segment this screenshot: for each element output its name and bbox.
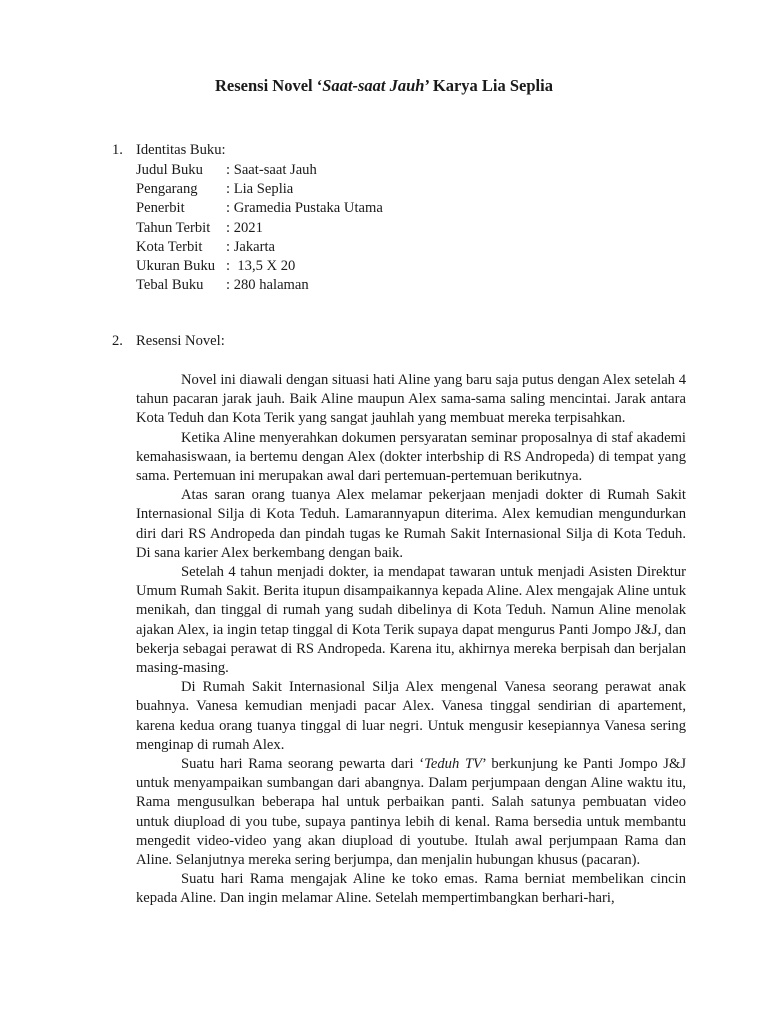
identity-row: [136, 257, 383, 276]
review-paragraph: Atas saran orang tuanya Alex melamar pekerjaan menjadi dokter di Rumah Sakit Internasional Silja di Kota Teduh. Lamarannyapun diterima. Alex kemudian mengundurkan diri dari RS Andropeda dan pindah tugas ke Rumah Sakit Internasional Silja di Kota Teduh. Di sana karier Alex berkembang dengan baik.: [136, 487, 686, 561]
identity-row: [136, 219, 383, 238]
identity-value: : 2021: [226, 219, 263, 236]
book-identity-list: [136, 161, 383, 295]
title-suffix: ’ Karya Lia Seplia: [424, 76, 553, 95]
title-prefix: Resensi Novel ‘: [215, 76, 323, 95]
identity-row: [136, 276, 383, 295]
identity-value: : Jakarta: [226, 238, 276, 255]
section-1-number: 1.: [112, 142, 123, 158]
review-paragraph: [136, 755, 686, 870]
review-paragraph: Ketika Aline menyerahkan dokumen persyaratan seminar proposalnya di staf akademi kemahasiswaan, ia bertemu dengan Alex (dokter interbship di RS Andropeda) di tempat yang sama. Pertemuan ini merupakan awal dari pertemuan-pertemuan berikutnya.: [136, 429, 686, 485]
identity-label: Kota Terbit: [136, 238, 203, 255]
identity-row: [136, 199, 383, 218]
identity-label: Pengarang: [136, 181, 198, 198]
review-paragraph: Setelah 4 tahun menjadi dokter, ia mendapat tawaran untuk menjadi Asisten Direktur Umum Rumah Sakit. Berita itupun disampaikannya kepada Aline. Alex mengajak Aline untuk menikah, dan tinggal di rumah yang sudah dibelinya di Kota Teduh. Namun Aline menolak ajakan Alex, ia ingin tetap tinggal di Kota Terik supaya dapat mengurus Panti Jompo J&J, dan bekerja sebagai perawat di RS Andropeda. Karena itu, akhirnya mereka berpisah dan berjalan masing-masing.: [136, 564, 687, 677]
identity-value: : 280 halaman: [226, 277, 309, 294]
review-paragraph: Novel ini diawali dengan situasi hati Aline yang baru saja putus dengan Alex setelah 4 tahun pacaran jarak jauh. Baik Aline maupun Alex sama-sama saling mencintai. Jarak antara Kota Teduh dan Kota Terik yang sangat jauhlah yang membuat mereka terpisahkan.: [136, 372, 686, 427]
identity-row: [136, 238, 383, 257]
identity-label: Penerbit: [136, 200, 185, 217]
title-book-name: Saat-saat Jauh: [322, 76, 425, 95]
paragraph-text: Suatu hari Rama seorang pewarta dari ‘: [181, 756, 425, 773]
review-paragraph: Suatu hari Rama mengajak Aline ke toko emas. Rama berniat membelikan cincin kepada Aline. Dan ingin melamar Aline. Setelah mempertimbangkan berhari-hari,: [136, 871, 686, 907]
review-paragraph: Di Rumah Sakit Internasional Silja Alex mengenal Vanesa seorang perawat anak buahnya. Vanesa kemudian menjadi pacar Alex. Vanesa tinggal sendirian di apartement, karena kedua orang tuanya tinggal di luar negri. Untuk mengusir kesepiannya Vanesa sering menginap di rumah Alex.: [136, 679, 686, 753]
tv-station-name: Teduh TV: [424, 756, 482, 773]
section-2-heading: Resensi Novel:: [136, 333, 225, 349]
identity-value: : Saat-saat Jauh: [226, 162, 317, 178]
document-title: [0, 76, 768, 96]
review-body: [136, 371, 686, 909]
section-2-number: 2.: [112, 333, 123, 349]
identity-row: [136, 161, 383, 180]
identity-value: : 13,5 X 20: [226, 257, 296, 274]
identity-value: : Lia Seplia: [226, 181, 294, 198]
identity-label: Tahun Terbit: [136, 219, 211, 236]
section-1-heading: Identitas Buku:: [136, 142, 226, 158]
identity-label: Tebal Buku: [136, 277, 204, 294]
paragraph-text: ’ berkunjung ke Panti Jompo J&J untuk menyampaikan sumbangan dari abangnya. Dalam perjumpaan dengan Aline waktu itu, Rama mengusulkan beberapa hal untuk perbaikan panti. Salah satunya pembuatan video untuk diupload di you tube, supaya pantinya lebih di kenal. Rama bersedia untuk membantu mengedit video-video yang akan diupload di youtube. Itulah awal perjumpaan Rama dan Aline. Selanjutnya mereka sering berjumpa, dan menjalin hubungan khusus (pacaran).: [136, 756, 686, 869]
identity-label: Ukuran Buku: [136, 257, 216, 274]
identity-row: [136, 180, 383, 199]
identity-label: Judul Buku: [136, 162, 203, 178]
identity-value: : Gramedia Pustaka Utama: [226, 200, 383, 217]
